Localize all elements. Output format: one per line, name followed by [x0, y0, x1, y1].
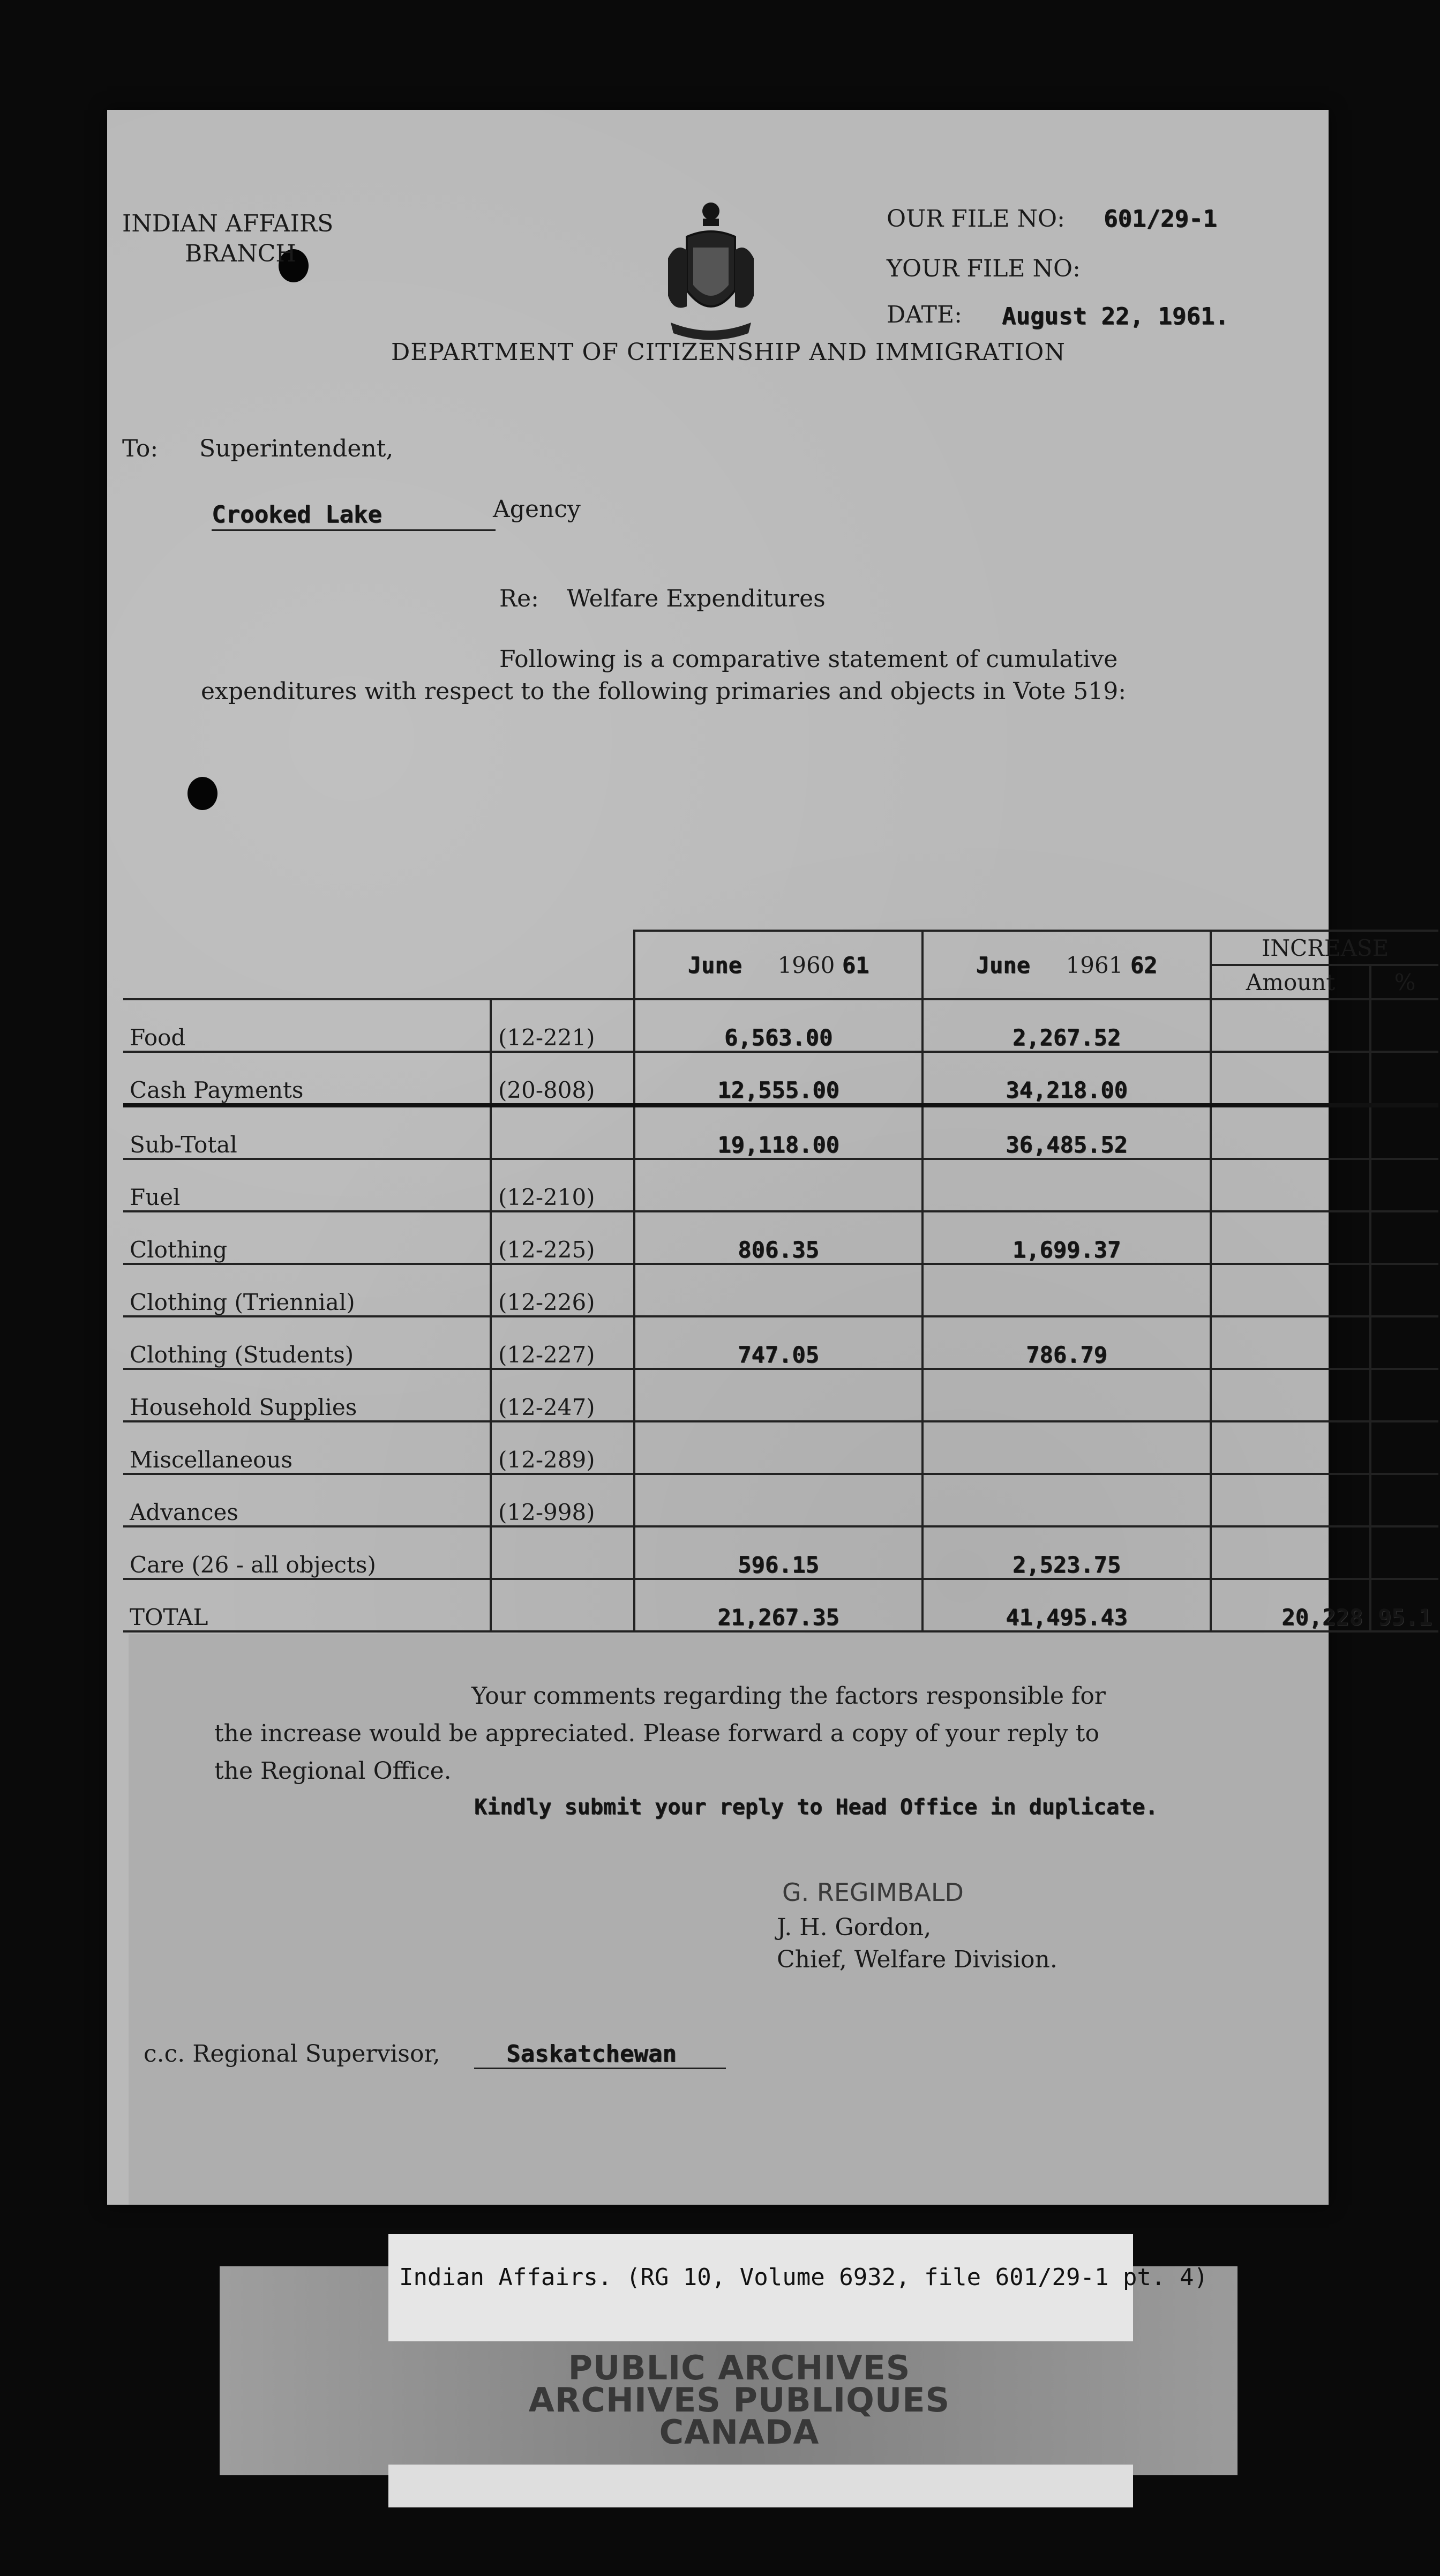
row-label: Clothing: [123, 1211, 491, 1264]
percent-header: %: [1370, 965, 1438, 999]
row-value-1961: 36,485.52: [922, 1105, 1211, 1159]
row-increase-percent: [1370, 1264, 1438, 1316]
coat-of-arms-icon: [660, 199, 762, 344]
re-value: Welfare Expenditures: [567, 585, 826, 612]
row-increase-amount: [1211, 1474, 1370, 1526]
row-value-1961: 2,523.75: [922, 1526, 1211, 1579]
table-header-row-1: [123, 931, 1438, 965]
row-increase-percent: [1370, 1526, 1438, 1579]
row-value-1960: 747.05: [634, 1316, 922, 1369]
row-label: Cash Payments: [123, 1052, 491, 1105]
row-increase-percent: [1370, 1052, 1438, 1105]
row-increase-amount: [1211, 999, 1370, 1052]
row-label: Fuel: [123, 1159, 491, 1211]
row-value-1961: [922, 1369, 1211, 1421]
row-value-1961: 2,267.52: [922, 999, 1211, 1052]
row-code: (20-808): [491, 1052, 634, 1105]
row-increase-amount: [1211, 1211, 1370, 1264]
row-increase-percent: [1370, 1211, 1438, 1264]
table-row: [123, 1474, 1438, 1526]
archive-stamp-line-3: CANADA: [659, 2413, 820, 2452]
row-code: (12-247): [491, 1369, 634, 1421]
our-file-value: 601/29-1: [1104, 205, 1217, 233]
signature-stamp: G. REGIMBALD: [782, 1878, 964, 1907]
row-value-1960: [634, 1159, 922, 1211]
archive-bottom-strip: [388, 2465, 1133, 2507]
col1-year-suffix: 61: [842, 952, 869, 978]
row-value-1960: 6,563.00: [634, 999, 922, 1052]
row-value-1961: [922, 1474, 1211, 1526]
punch-hole-middle: [188, 777, 218, 810]
row-value-1961: [922, 1421, 1211, 1474]
col2-year: 1961: [1066, 952, 1123, 978]
your-file-label: YOUR FILE NO:: [887, 255, 1081, 282]
row-code: (12-998): [491, 1474, 634, 1526]
table-row: [123, 1526, 1438, 1579]
row-increase-percent: [1370, 1105, 1438, 1159]
row-value-1960: 806.35: [634, 1211, 922, 1264]
row-label: Food: [123, 999, 491, 1052]
row-increase-percent: [1370, 1159, 1438, 1211]
row-label: Miscellaneous: [123, 1421, 491, 1474]
row-increase-amount: [1211, 1159, 1370, 1211]
table-row: [123, 1211, 1438, 1264]
row-code: (12-226): [491, 1264, 634, 1316]
row-value-1961: [922, 1159, 1211, 1211]
row-value-1961: 34,218.00: [922, 1052, 1211, 1105]
closing-line-2: the increase would be appreciated. Please forward a copy of your reply to: [214, 1720, 1099, 1747]
intro-line-1: Following is a comparative statement of cumulative: [499, 646, 1118, 673]
row-value-1961: 1,699.37: [922, 1211, 1211, 1264]
row-code: [491, 1579, 634, 1631]
row-code: [491, 1105, 634, 1159]
row-code: (12-210): [491, 1159, 634, 1211]
row-increase-percent: [1370, 1474, 1438, 1526]
table-row: [123, 1316, 1438, 1369]
table-row: [123, 1105, 1438, 1159]
row-increase-percent: [1370, 999, 1438, 1052]
row-code: (12-227): [491, 1316, 634, 1369]
date-value: August 22, 1961.: [1002, 303, 1229, 330]
row-code: (12-221): [491, 999, 634, 1052]
row-value-1960: 21,267.35: [634, 1579, 922, 1631]
cc-value: Saskatchewan: [474, 2040, 726, 2069]
row-value-1960: 596.15: [634, 1526, 922, 1579]
archive-reference: Indian Affairs. (RG 10, Volume 6932, file 601/29-1 pt. 4): [399, 2264, 1208, 2291]
row-code: [491, 1526, 634, 1579]
signatory-title: Chief, Welfare Division.: [777, 1946, 1058, 1973]
row-increase-amount: [1211, 1526, 1370, 1579]
department-title: DEPARTMENT OF CITIZENSHIP AND IMMIGRATION: [391, 339, 1066, 366]
to-label: To:: [122, 435, 159, 462]
row-value-1960: 19,118.00: [634, 1105, 922, 1159]
col2-year-suffix: 62: [1130, 952, 1158, 978]
our-file-label: OUR FILE NO:: [887, 205, 1065, 233]
col1-year: 1960: [777, 952, 835, 978]
table-row: [123, 1421, 1438, 1474]
col1-month: June: [687, 952, 742, 978]
branch-line-1: INDIAN AFFAIRS: [122, 210, 334, 237]
table-row: [123, 1579, 1438, 1631]
table-row: [123, 1369, 1438, 1421]
row-value-1960: [634, 1421, 922, 1474]
row-increase-amount: [1211, 1421, 1370, 1474]
row-label: Care (26 - all objects): [123, 1526, 491, 1579]
row-increase-percent: 95.1: [1370, 1579, 1438, 1631]
table-row: [123, 1264, 1438, 1316]
row-increase-amount: [1211, 1316, 1370, 1369]
row-label: Advances: [123, 1474, 491, 1526]
row-value-1961: 41,495.43: [922, 1579, 1211, 1631]
row-increase-percent: [1370, 1421, 1438, 1474]
intro-line-2: expenditures with respect to the following primaries and objects in Vote 519:: [201, 678, 1127, 705]
column-header-1961: [922, 931, 1211, 999]
row-value-1960: [634, 1474, 922, 1526]
col2-month: June: [976, 952, 1030, 978]
row-label: Clothing (Students): [123, 1316, 491, 1369]
row-increase-amount: [1211, 1052, 1370, 1105]
row-increase-amount: [1211, 1264, 1370, 1316]
agency-name: Crooked Lake: [212, 501, 496, 531]
closing-line-1: Your comments regarding the factors responsible for: [471, 1682, 1106, 1710]
agency-label: Agency: [493, 496, 581, 523]
typed-note: Kindly submit your reply to Head Office in duplicate.: [474, 1795, 1158, 1819]
amount-header: Amount: [1211, 965, 1370, 999]
row-code: (12-289): [491, 1421, 634, 1474]
closing-line-3: the Regional Office.: [214, 1757, 452, 1785]
row-value-1961: [922, 1264, 1211, 1316]
date-label: DATE:: [887, 301, 962, 328]
expenditure-table: [123, 930, 1438, 1633]
row-value-1961: 786.79: [922, 1316, 1211, 1369]
cc-label: c.c. Regional Supervisor,: [144, 2040, 440, 2068]
signatory-name: J. H. Gordon,: [777, 1914, 932, 1941]
row-label: Clothing (Triennial): [123, 1264, 491, 1316]
row-value-1960: [634, 1264, 922, 1316]
row-label: Sub-Total: [123, 1105, 491, 1159]
row-label: TOTAL: [123, 1579, 491, 1631]
table-row: [123, 1052, 1438, 1105]
row-increase-percent: [1370, 1316, 1438, 1369]
archive-stamp: [525, 2348, 954, 2452]
re-label: Re:: [499, 585, 539, 612]
row-value-1960: 12,555.00: [634, 1052, 922, 1105]
row-label: Household Supplies: [123, 1369, 491, 1421]
archive-stamp-line-1: PUBLIC ARCHIVES: [568, 2348, 911, 2387]
table-row: [123, 999, 1438, 1052]
archive-stamp-line-2: ARCHIVES PUBLIQUES: [528, 2380, 950, 2420]
row-increase-percent: [1370, 1369, 1438, 1421]
column-header-1960: [634, 931, 922, 999]
row-increase-amount: [1211, 1369, 1370, 1421]
increase-header: INCREASE: [1211, 931, 1438, 965]
branch-line-2: BRANCH: [185, 240, 296, 267]
to-value: Superintendent,: [199, 435, 394, 462]
table-row: [123, 1159, 1438, 1211]
row-increase-amount: [1211, 1105, 1370, 1159]
row-increase-amount: 20,228: [1211, 1579, 1370, 1631]
row-value-1960: [634, 1369, 922, 1421]
row-code: (12-225): [491, 1211, 634, 1264]
